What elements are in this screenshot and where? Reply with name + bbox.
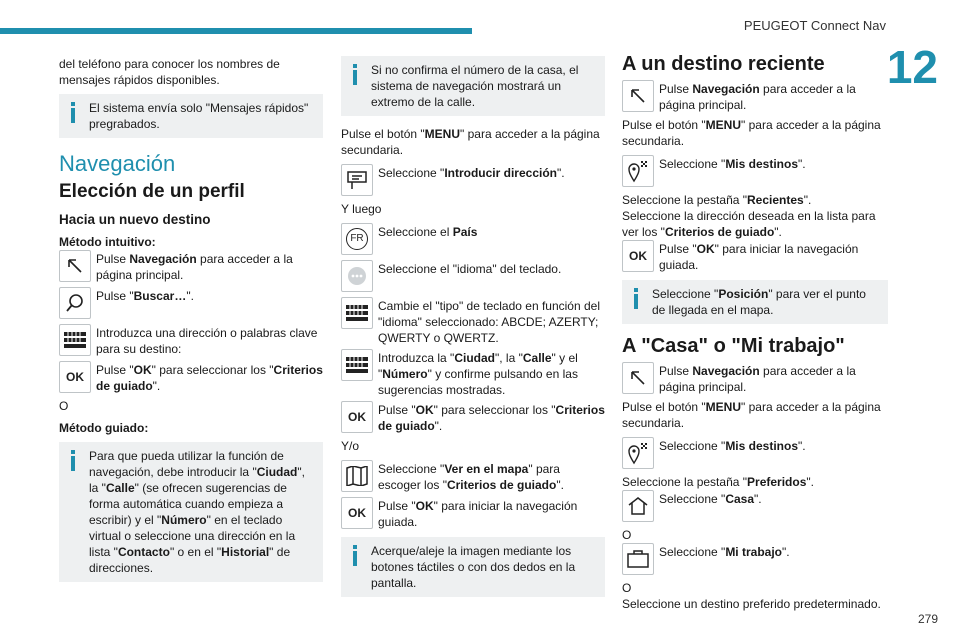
page-number: 279 [917,612,938,626]
navigation-arrow-icon [59,250,91,282]
briefcase-icon [622,543,654,575]
info-icon [69,450,77,472]
method-guided-label: Método guiado: [59,421,149,435]
info-note-zoom: Acerque/aleje la imagen mediante los botones táctiles o con dos dedos en la pantalla. [341,537,605,597]
info-note-house-number: Si no confirma el número de la casa, el sistema de navegación mostrará un extremo de la calle. [341,56,605,116]
or-text: O [59,399,69,413]
step-enter-address: Introduzca una dirección o palabras clave para su destino: [59,324,323,358]
heading-new-destination: Hacia un nuevo destino [59,212,211,227]
step-search: Pulse "Buscar…". [59,287,323,321]
ok-button-icon: OK [622,240,654,272]
info-note-guided: Para que pueda utilizar la función de navegación, debe introducir la "Ciudad", la "Calle" (se ofrecen sugerencias de forma automática cuando empieza a escribir) y el "Número" en el teclado virtual o seleccione una dirección en la lista "Contacto" o en el "Historial" de direcciones. [59,442,323,582]
column-1 [59,56,323,592]
heading-profile: Elección de un perfil [59,181,245,202]
step-my-destinations: Seleccione "Mis destinos". [622,437,888,471]
ok-button-icon: OK [59,361,91,393]
step-country: FR Seleccione el País [341,223,605,257]
and-or-text: Y/o [341,439,360,453]
search-icon [59,287,91,319]
page-header-title: PEUGEOT Connect Nav [743,18,886,33]
step-ok-start: OK Pulse "OK" para iniciar la navegación guiada. [341,497,605,531]
address-sign-icon [341,164,373,196]
step-navigation: Pulse Navegación para acceder a la página principal. [59,250,323,284]
info-icon [351,64,359,86]
map-icon [341,460,373,492]
step-home: Seleccione "Casa". [622,490,888,524]
step-work: Seleccione "Mi trabajo". [622,543,888,577]
country-fr-icon: FR [341,223,373,255]
my-destinations-icon [622,437,654,469]
or-text: O [622,528,632,542]
intro-text: del teléfono para conocer los nombres de mensajes rápidos disponibles. [59,57,280,87]
step-ok-criteria: OK Pulse "OK" para seleccionar los "Criterios de guiado". [59,361,323,395]
heading-home-work: A "Casa" o "Mi trabajo" [622,335,845,357]
section-heading: Navegación [59,151,176,176]
or-text: O [622,581,632,595]
ok-button-icon: OK [341,497,373,529]
info-note: El sistema envía solo "Mensajes rápidos" pregrabados. [59,94,323,138]
info-note-position: Seleccione "Posición" para ver el punto de llegada en el mapa. [622,280,888,324]
step-keyboard-language: Seleccione el "idioma" del teclado. [341,260,605,294]
chapter-number: 12 [886,41,938,93]
my-destinations-icon [622,155,654,187]
step-navigation: Pulse Navegación para acceder a la página principal. [622,362,888,396]
top-accent-bar [0,28,472,34]
step-ok-start: OK Pulse "OK" para iniciar la navegación guiada. [622,240,888,274]
heading-recent-destination: A un destino reciente [622,53,825,75]
step-enter-address: Seleccione "Introducir dirección". [341,164,605,198]
language-icon [341,260,373,292]
keyboard-icon [59,324,91,356]
step-ok-criteria: OK Pulse "OK" para seleccionar los "Criterios de guiado". [341,401,605,435]
preferred-destination-text: Seleccione un destino preferido predeterminado. [622,597,881,611]
info-icon [351,545,359,567]
menu-text: Pulse el botón "MENU" para acceder a la página secundaria. [341,127,600,157]
column-3: A un destino reciente Pulse Navegación para acceder a la página principal. Pulse el botón "MENU" para acceder a la página secundaria. Seleccione "Mis destinos". Seleccione la pestaña "Recientes". Seleccione la dirección deseada en la lista para ver los "Criterios de guiado". OK Pulse "OK" para iniciar la navegación guiada. Seleccione "Posición" para ver el punto de llegada en el mapa. A "Casa" o "Mi trabajo" Pulse Navegación para acceder a la página principal. Pulse el botón "MENU" para acceder a la página secundaria. Seleccione "Mis destinos". Seleccione la pestaña "Preferidos". Seleccione "Casa". O Seleccione "Mi trabajo". O Seleccione un destino preferido predeterminado. [622,56,888,618]
step-keyboard-type: Cambie el "tipo" de teclado en función del "idioma" seleccionado: ABCDE; AZERTY; QWERTY o QWERTZ. [341,297,605,346]
home-icon [622,490,654,522]
ok-button-icon: OK [341,401,373,433]
step-navigation: Pulse Navegación para acceder a la página principal. [622,80,888,114]
method-intuitive-label: Método intuitivo: [59,235,156,249]
keyboard-icon [341,297,373,329]
then-text: Y luego [341,202,382,216]
info-icon [69,102,77,124]
step-view-map: Seleccione "Ver en el mapa" para escoger los "Criterios de guiado". [341,460,605,494]
navigation-arrow-icon [622,80,654,112]
keyboard-icon [341,349,373,381]
info-icon [632,288,640,310]
step-my-destinations: Seleccione "Mis destinos". [622,155,888,189]
column-2 [341,56,605,607]
navigation-arrow-icon [622,362,654,394]
step-enter-city-street: Introduzca la "Ciudad", la "Calle" y el "Número" y confirme pulsando en las sugerencias mostradas. [341,349,605,398]
